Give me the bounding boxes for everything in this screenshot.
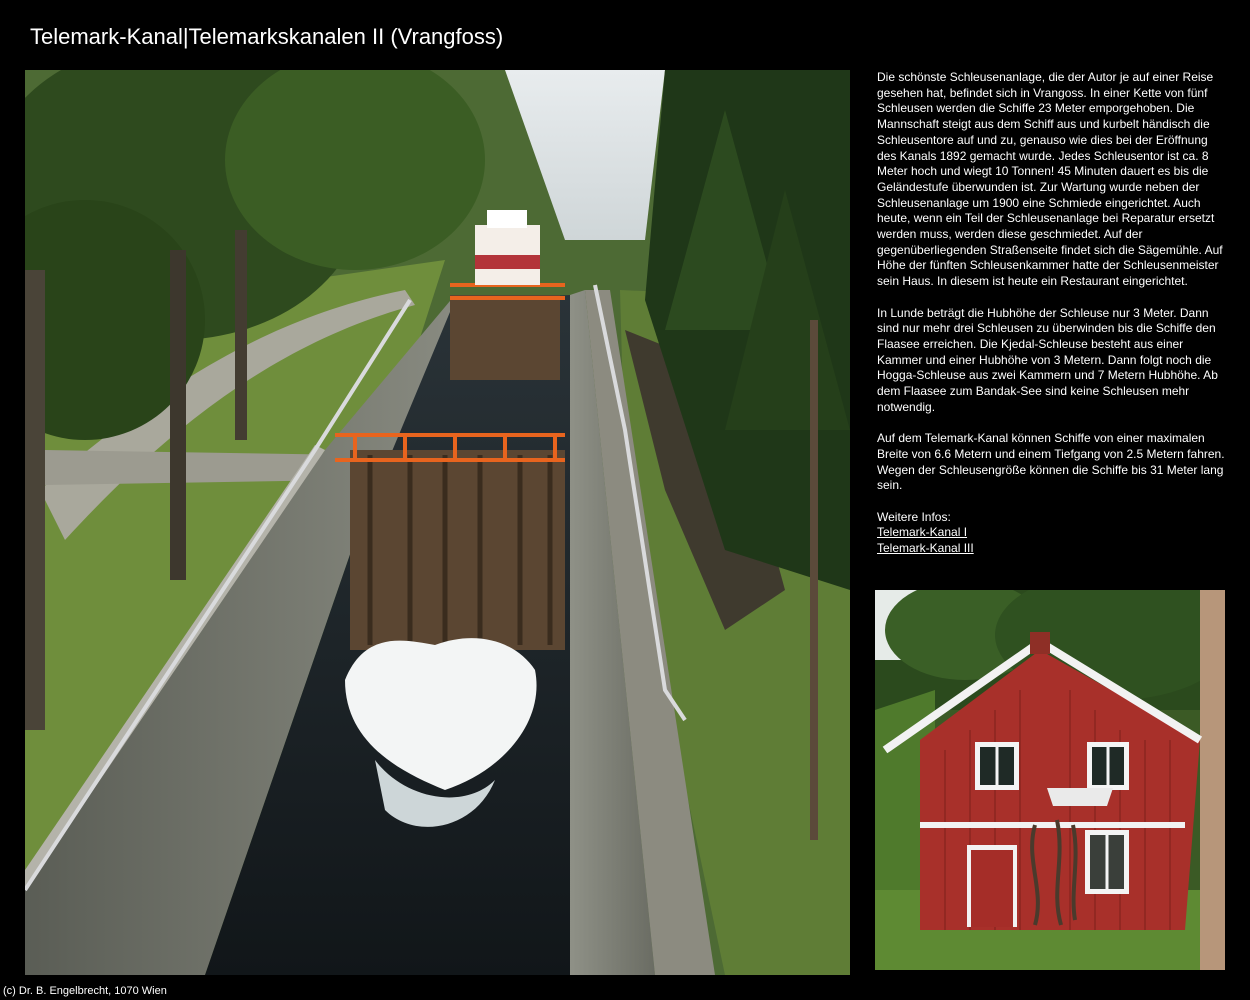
paragraph-vrangfoss: Die schönste Schleusenanlage, die der Autor je auf einer Reise gesehen hat, befindet sich in Vrangoss. In einer Kette von fünf Schleusen werden die Schiffe 23 Meter emporgehoben. Die Mannschaft steigt aus dem Schiff aus und kurbelt händisch die Schleusentore auf und zu, genauso wie dies bei der Eröffnung des Kanals 1892 gemacht wurde. Jedes Schleusentor ist ca. 8 Meter hoch und wiegt 10 Tonnen! 45 Minuten dauert es bis die Geländestufe überwunden ist. Zur Wartung wurde neben der Schleusenanlage um 1900 eine Schmiede eingerichtet. Auch heute, wenn ein Teil der Schleusenanlage bei Reparatur ersetzt werden muss, werden diese geschmiedet. Auf der gegenüberliegenden Straßenseite findet sich die Sägemühle. Auf Höhe der fünften Schleusenkammer hatte der Schleusenmeister sein Haus. In diesem ist heute ein Restaurant eingerichtet. [877,70,1223,289]
copyright-footer: (c) Dr. B. Engelbrecht, 1070 Wien [3,985,167,997]
paragraph-dimensions: Auf dem Telemark-Kanal können Schiffe von einer maximalen Breite von 6.6 Metern und einem Tiefgang von 2.5 Metern fahren. Wegen der Schleusengröße können die Schiffe bis 31 Meter lang sein. [877,431,1225,493]
canal-locks-photo [25,70,850,975]
paragraph-lunde: In Lunde beträgt die Hubhöhe der Schleuse nur 3 Meter. Dann sind nur mehr drei Schleusen zu überwinden bis die Schiffe den Flaasee erreichen. Die Kjedal-Schleuse besteht aus einer Kammer und einer Hubhöhe von 3 Metern. Dann folgt noch die Hogga-Schleuse aus zwei Kammern und 7 Metern Hubhöhe. Ab dem Flaasee zum Bandak-See sind keine Schleusen mehr notwendig. [877,305,1218,414]
link-telemark-kanal-1[interactable]: Telemark-Kanal I [877,525,968,540]
page-title: Telemark-Kanal|Telemarkskanalen II (Vrangfoss) [30,24,504,49]
more-info-label: Weitere Infos: [877,509,951,524]
lockkeeper-house-photo [875,590,1225,970]
article-text [877,70,1227,557]
link-telemark-kanal-3[interactable]: Telemark-Kanal III [877,541,974,556]
more-info-block [877,510,1227,557]
